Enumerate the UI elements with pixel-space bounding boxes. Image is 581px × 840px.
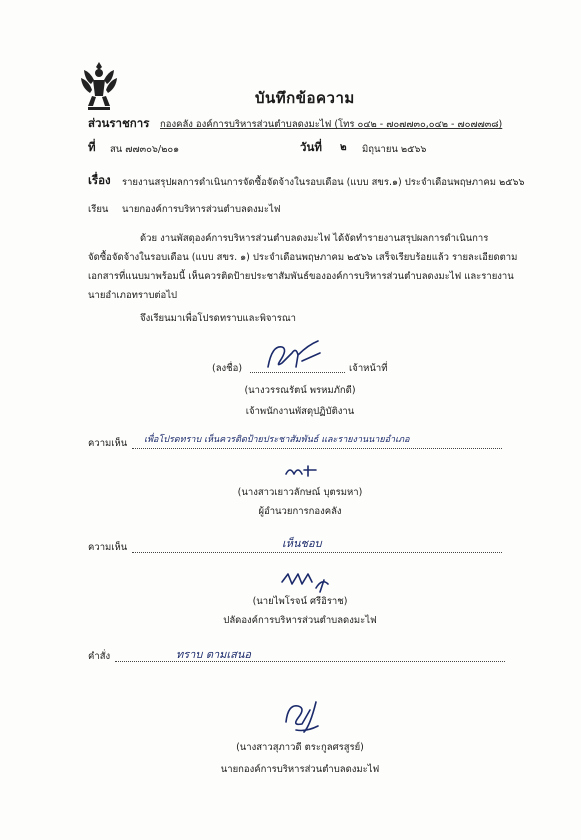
order-label: คำสั่ง: [88, 651, 111, 662]
order-handwritten: ทราบ ตามเสนอ: [176, 648, 251, 661]
signature3-position: ปลัดองค์การบริหารส่วนตำบลดงมะไฟ: [223, 615, 377, 626]
signature2-name: (นางสาวเยาวลักษณ์ บุตรมหา): [237, 487, 363, 498]
body-line-3: เอกสารที่แนบมาพร้อมนี้ เห็นควรติดป้ายประชาสัมพันธ์ขององค์การบริหารส่วนตำบลดงมะไฟ และรายงาน: [88, 271, 514, 282]
date-rest: มิถุนายน ๒๕๖๖: [362, 144, 427, 155]
agency-value: กองคลัง องค์การบริหารส่วนตำบลดงมะไฟ (โทร ๐๔๒ - ๗๐๗๗๓๐,๐๔๒ - ๗๐๗๗๓๘): [160, 119, 503, 130]
signature3-name: (นายไพโรจน์ ศรีอิราช): [252, 596, 348, 607]
signature4-name: (นางสาวสุภาวดี ตระกูลศรสูรย์): [236, 742, 364, 753]
to-label: เรียน: [88, 204, 109, 215]
signature4-position: นายกองค์การบริหารส่วนตำบลดงมะไฟ: [220, 764, 380, 775]
opinion1-line: [132, 448, 502, 449]
ref-label: ที่: [88, 140, 96, 154]
body-line-2: จัดซื้อจัดจ้างในรอบเดือน (แบบ สขร. ๑) ประจำเดือนพฤษภาคม ๒๕๖๖ เสร็จเรียบร้อยแล้ว รายละเอียดตาม: [88, 252, 518, 263]
body-line-4: นายอำเภอทราบต่อไป: [88, 290, 178, 301]
subject-label: เรื่อง: [88, 173, 111, 187]
opinion1-label: ความเห็น: [88, 438, 128, 449]
agency-label: ส่วนราชการ: [88, 116, 150, 130]
signature3-mark: [278, 566, 338, 596]
order-line: [115, 661, 505, 662]
subject-value: รายงานสรุปผลการดำเนินการจัดซื้อจัดจ้างในรอบเดือน (แบบ สขร.๑) ประจำเดือนพฤษภาคม ๒๕๖๖: [122, 177, 525, 188]
garuda-emblem-icon: [80, 60, 118, 112]
body-line-1: ด้วย งานพัสดุองค์การบริหารส่วนตำบลดงมะไฟ ได้จัดทำรายงานสรุปผลการดำเนินการ: [140, 233, 489, 244]
date-label: วันที่: [300, 140, 322, 154]
signature1-prefix: (ลงชื่อ): [212, 363, 243, 374]
signature1-suffix: เจ้าหน้าที่: [349, 363, 388, 374]
signature2-position: ผู้อำนวยการกองคลัง: [258, 506, 342, 517]
signature1-mark: [262, 337, 332, 373]
to-value: นายกองค์การบริหารส่วนตำบลดงมะไฟ: [122, 204, 281, 215]
signature2-mark: [282, 462, 322, 480]
ref-value: สน ๗๗๓๐๖/๒๐๑: [110, 144, 180, 155]
opinion1-handwritten: เพื่อโปรดทราบ เห็นควรติดป้ายประชาสัมพันธ์ และรายงานนายอำเภอ: [144, 435, 410, 445]
date-day: ๒: [340, 142, 347, 153]
opinion2-handwritten: เห็นชอบ: [282, 537, 322, 550]
signature1-position: เจ้าพนักงานพัสดุปฏิบัติงาน: [245, 406, 355, 417]
body-closing: จึงเรียนมาเพื่อโปรดทราบและพิจารณา: [140, 313, 297, 324]
signature1-name: (นางวรรณรัตน์ พรหมภักดี): [244, 385, 356, 396]
signature4-mark: [276, 692, 326, 738]
opinion2-line: [132, 552, 502, 553]
opinion2-label: ความเห็น: [88, 542, 128, 553]
memo-title: บันทึกข้อความ: [255, 89, 355, 107]
